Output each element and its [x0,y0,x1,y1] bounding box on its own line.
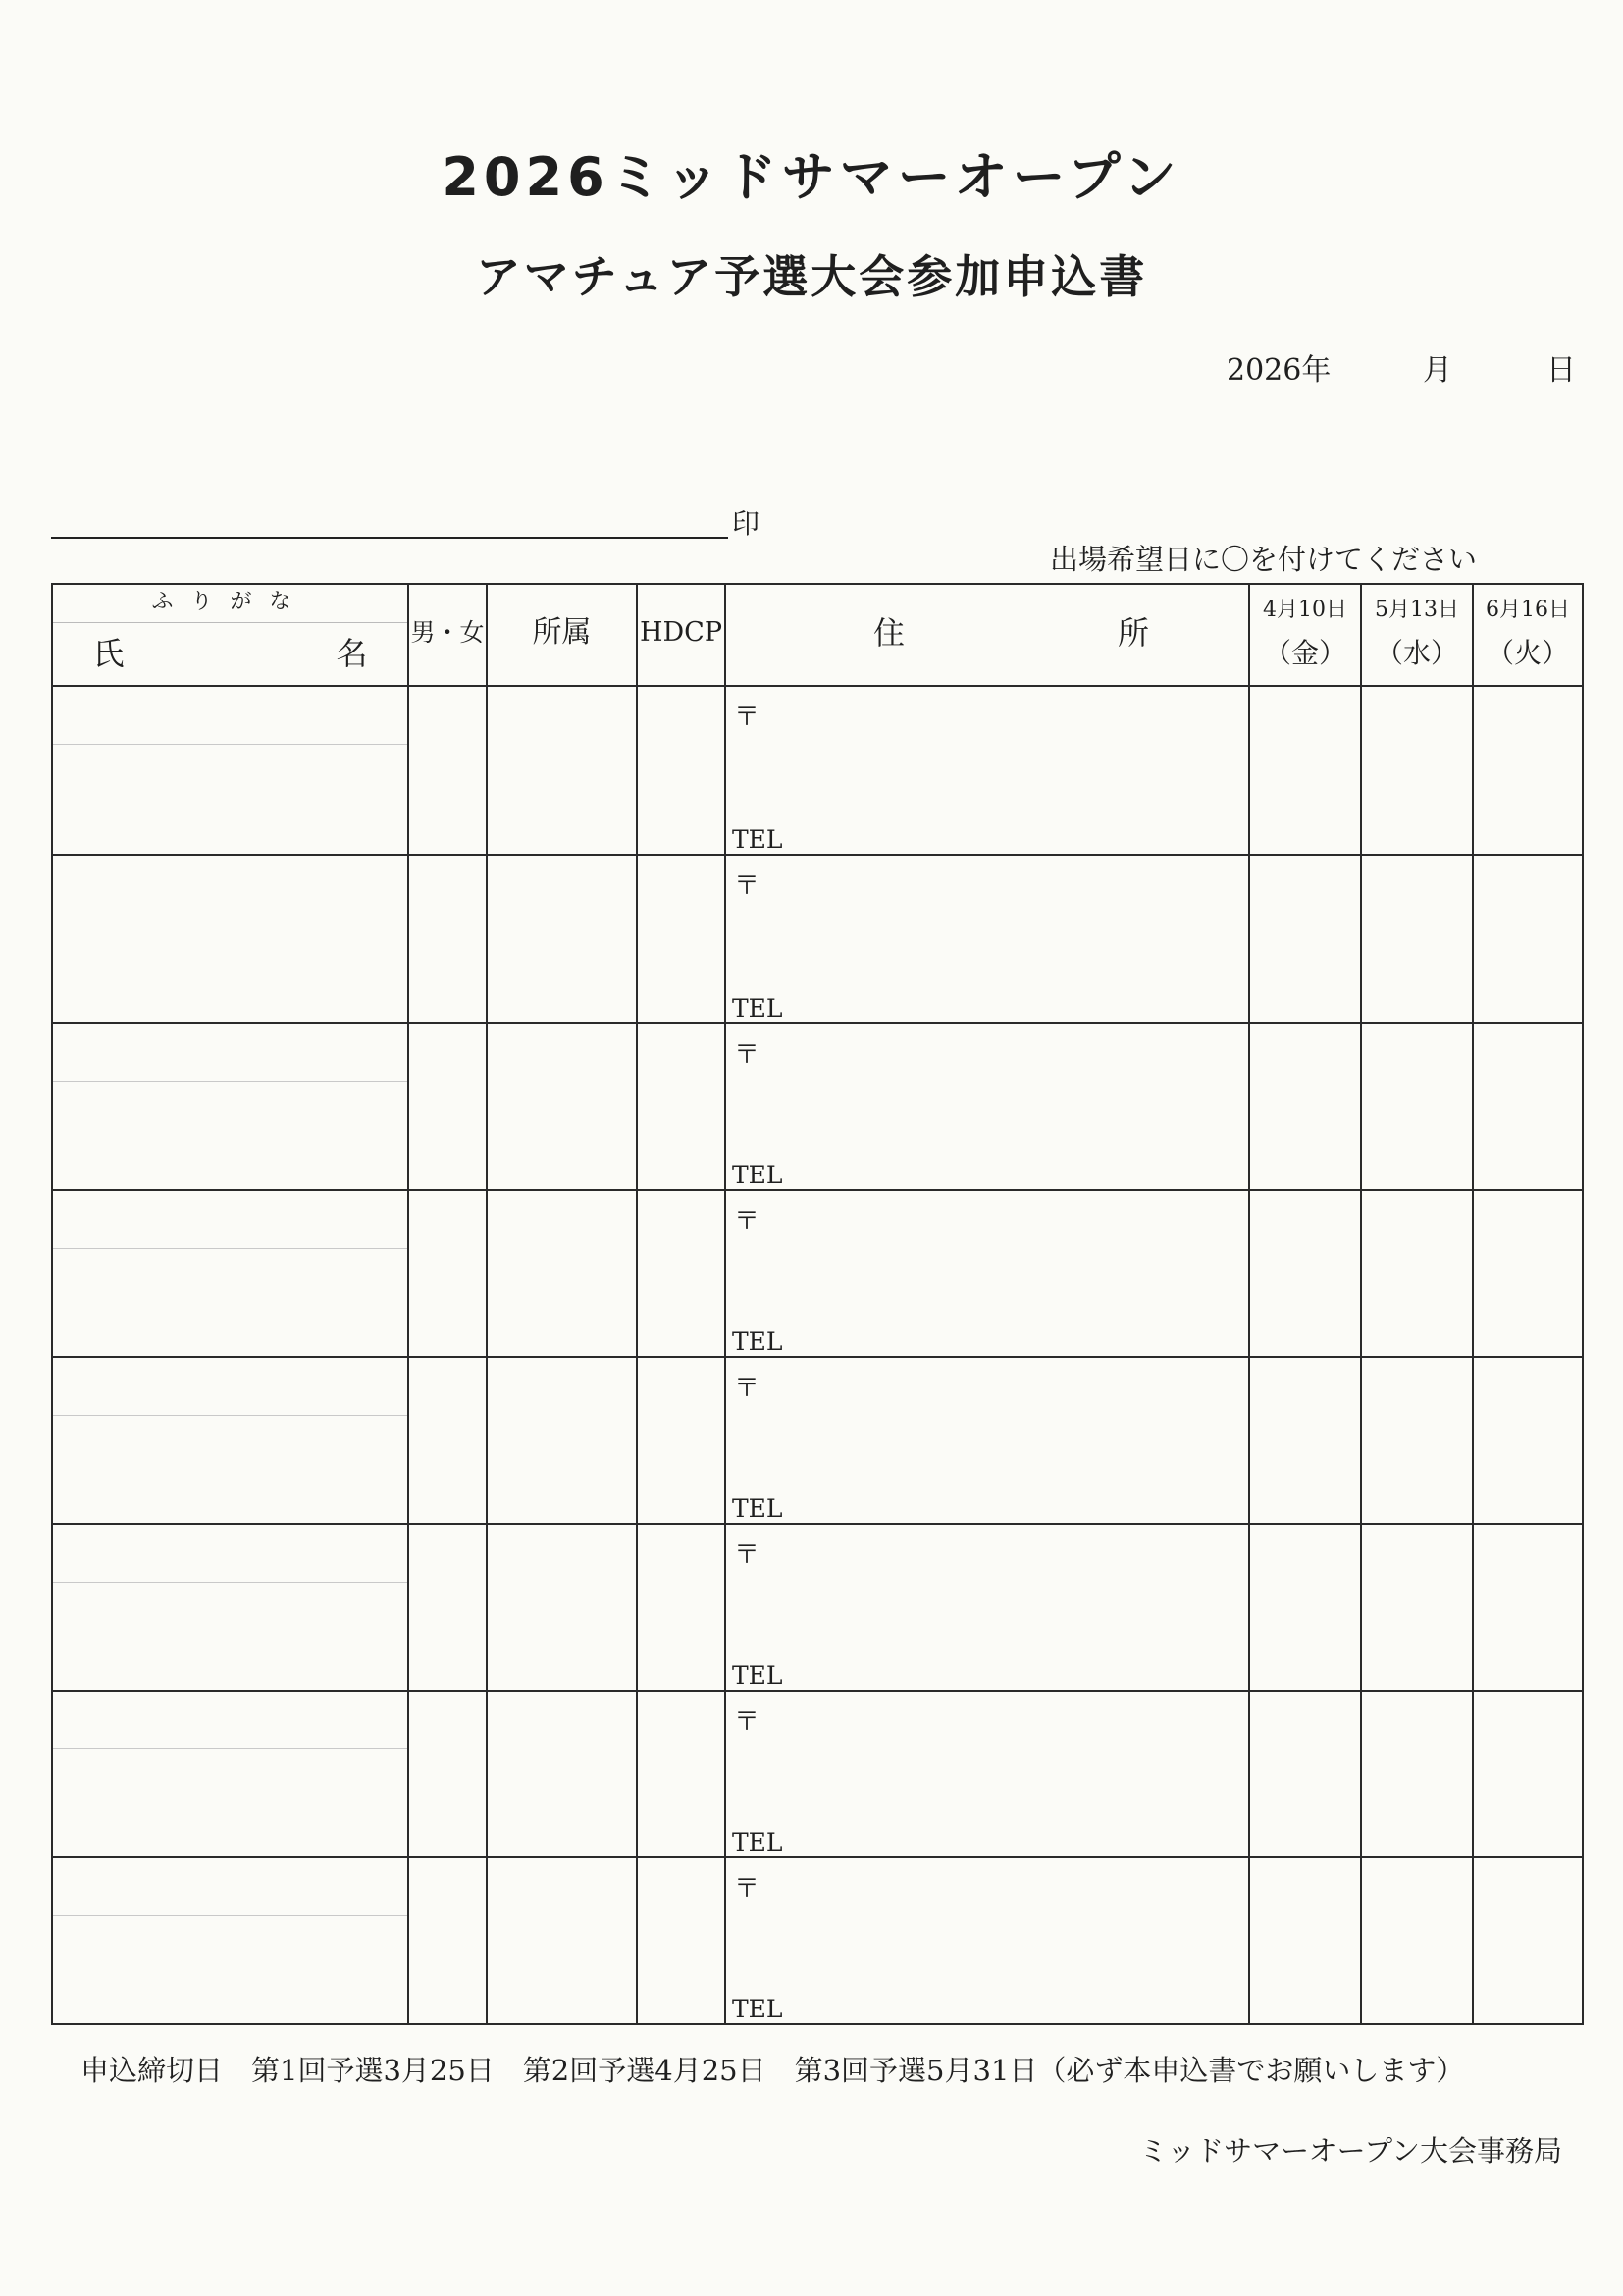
postal-mark: 〒 [734,1540,760,1570]
gender-field[interactable] [408,1357,487,1524]
header-name-b: 名 [336,635,368,672]
address-field[interactable] [725,1023,1249,1190]
day-3-weekday: （火） [1486,637,1569,669]
name-field[interactable] [52,1023,408,1190]
postal-mark: 〒 [734,1874,760,1904]
table-row [52,1857,1583,2024]
name-field[interactable] [52,1857,408,2024]
affiliation-field[interactable] [487,1524,637,1691]
day-3-checkbox[interactable] [1473,1857,1583,2024]
tel-label: TEL [732,825,783,854]
gender-field[interactable] [408,1023,487,1190]
address-field[interactable] [725,686,1249,855]
postal-mark: 〒 [734,1374,760,1403]
day-1-checkbox[interactable] [1249,855,1361,1023]
day-1-checkbox[interactable] [1249,686,1361,855]
postal-mark: 〒 [734,1040,760,1070]
tel-label: TEL [732,1328,783,1356]
hdcp-field[interactable] [637,686,725,855]
tel-label: TEL [732,1161,783,1189]
day-3-date: 6月16日 [1486,598,1570,622]
postal-mark: 〒 [734,1207,760,1236]
furigana-field[interactable] [53,1692,407,1749]
day-2-checkbox[interactable] [1361,1190,1473,1357]
day-1-date: 4月10日 [1263,598,1347,622]
address-field[interactable] [725,1524,1249,1691]
table-row [52,855,1583,1023]
header-furigana: ふりがな [53,585,407,623]
affiliation-field[interactable] [487,1857,637,2024]
instruction-text: 出場希望日に〇を付けてください [1050,543,1478,576]
gender-field[interactable] [408,1190,487,1357]
form-title: 2026ミッドサマーオープン [442,146,1181,208]
table-row [52,1023,1583,1190]
table-row [52,1691,1583,1857]
postal-mark: 〒 [734,871,760,901]
gender-field[interactable] [408,1857,487,2024]
header-affiliation: 所属 [487,584,637,686]
address-field[interactable] [725,1857,1249,2024]
furigana-field[interactable] [53,1191,407,1249]
day-1-checkbox[interactable] [1249,1691,1361,1857]
day-2-weekday: （水） [1375,637,1458,669]
furigana-field[interactable] [53,1525,407,1583]
table-header [52,584,1583,686]
hdcp-field[interactable] [637,1857,725,2024]
gender-field[interactable] [408,1691,487,1857]
day-3-checkbox[interactable] [1473,1023,1583,1190]
header-address-b: 所 [1117,614,1149,652]
gender-field[interactable] [408,1524,487,1691]
affiliation-field[interactable] [487,1190,637,1357]
gender-field[interactable] [408,855,487,1023]
date-day: 日 [1546,353,1576,388]
furigana-field[interactable] [53,1358,407,1416]
day-1-weekday: （金） [1263,637,1346,669]
day-3-checkbox[interactable] [1473,855,1583,1023]
tel-label: TEL [732,1661,783,1690]
postal-mark: 〒 [734,1707,760,1737]
signature-line[interactable] [51,537,728,539]
header-day-2 [1361,584,1473,686]
day-2-checkbox[interactable] [1361,1023,1473,1190]
day-3-checkbox[interactable] [1473,1524,1583,1691]
day-2-checkbox[interactable] [1361,1691,1473,1857]
date-year: 2026年 [1227,353,1332,388]
day-2-checkbox[interactable] [1361,686,1473,855]
furigana-field[interactable] [53,856,407,913]
affiliation-field[interactable] [487,686,637,855]
furigana-field[interactable] [53,687,407,745]
hdcp-field[interactable] [637,1357,725,1524]
day-1-checkbox[interactable] [1249,1190,1361,1357]
day-2-checkbox[interactable] [1361,1357,1473,1524]
hdcp-field[interactable] [637,1023,725,1190]
furigana-field[interactable] [53,1858,407,1916]
day-1-checkbox[interactable] [1249,1357,1361,1524]
day-2-checkbox[interactable] [1361,855,1473,1023]
affiliation-field[interactable] [487,1023,637,1190]
day-2-checkbox[interactable] [1361,1857,1473,2024]
address-field[interactable] [725,855,1249,1023]
table-row [52,1524,1583,1691]
tel-label: TEL [732,1494,783,1523]
hdcp-field[interactable] [637,1524,725,1691]
name-field[interactable] [52,1691,408,1857]
header-gender: 男・女 [408,584,487,686]
header-address-a: 住 [872,614,905,652]
form-subtitle: アマチュア予選大会参加申込書 [475,250,1148,303]
table-row [52,1357,1583,1524]
header-day-1 [1249,584,1361,686]
header-address [725,584,1249,686]
table-row [52,686,1583,855]
day-2-checkbox[interactable] [1361,1524,1473,1691]
furigana-field[interactable] [53,1024,407,1082]
name-field[interactable] [52,1190,408,1357]
name-field[interactable] [52,855,408,1023]
hdcp-field[interactable] [637,1691,725,1857]
table-row [52,1190,1583,1357]
day-1-checkbox[interactable] [1249,1023,1361,1190]
seal-label: 印 [732,507,760,540]
hdcp-field[interactable] [637,1190,725,1357]
deadline-note: 申込締切日 第1回予選3月25日 第2回予選4月25日 第3回予選5月31日（必ず本申込書でお願いします） [80,2054,1465,2087]
address-field[interactable] [725,1357,1249,1524]
header-day-3 [1473,584,1583,686]
organizer-office: ミッドサマーオープン大会事務局 [1138,2134,1562,2167]
address-field[interactable] [725,1691,1249,1857]
day-1-checkbox[interactable] [1249,1524,1361,1691]
header-name-a: 氏 [92,635,125,672]
day-1-checkbox[interactable] [1249,1857,1361,2024]
name-field[interactable] [52,1524,408,1691]
day-3-checkbox[interactable] [1473,1357,1583,1524]
header-hdcp: HDCP [637,584,725,686]
date-month: 月 [1423,353,1452,388]
hdcp-field[interactable] [637,855,725,1023]
address-field[interactable] [725,1190,1249,1357]
tel-label: TEL [732,1828,783,1856]
day-3-checkbox[interactable] [1473,1691,1583,1857]
postal-mark: 〒 [734,703,760,732]
affiliation-field[interactable] [487,1357,637,1524]
affiliation-field[interactable] [487,855,637,1023]
application-table [51,583,1584,2025]
day-3-checkbox[interactable] [1473,686,1583,855]
tel-label: TEL [732,1995,783,2023]
tel-label: TEL [732,994,783,1022]
affiliation-field[interactable] [487,1691,637,1857]
gender-field[interactable] [408,686,487,855]
header-shimei [53,623,407,684]
name-field[interactable] [52,686,408,855]
day-2-date: 5月13日 [1375,598,1459,622]
header-name [52,584,408,686]
day-3-checkbox[interactable] [1473,1190,1583,1357]
name-field[interactable] [52,1357,408,1524]
